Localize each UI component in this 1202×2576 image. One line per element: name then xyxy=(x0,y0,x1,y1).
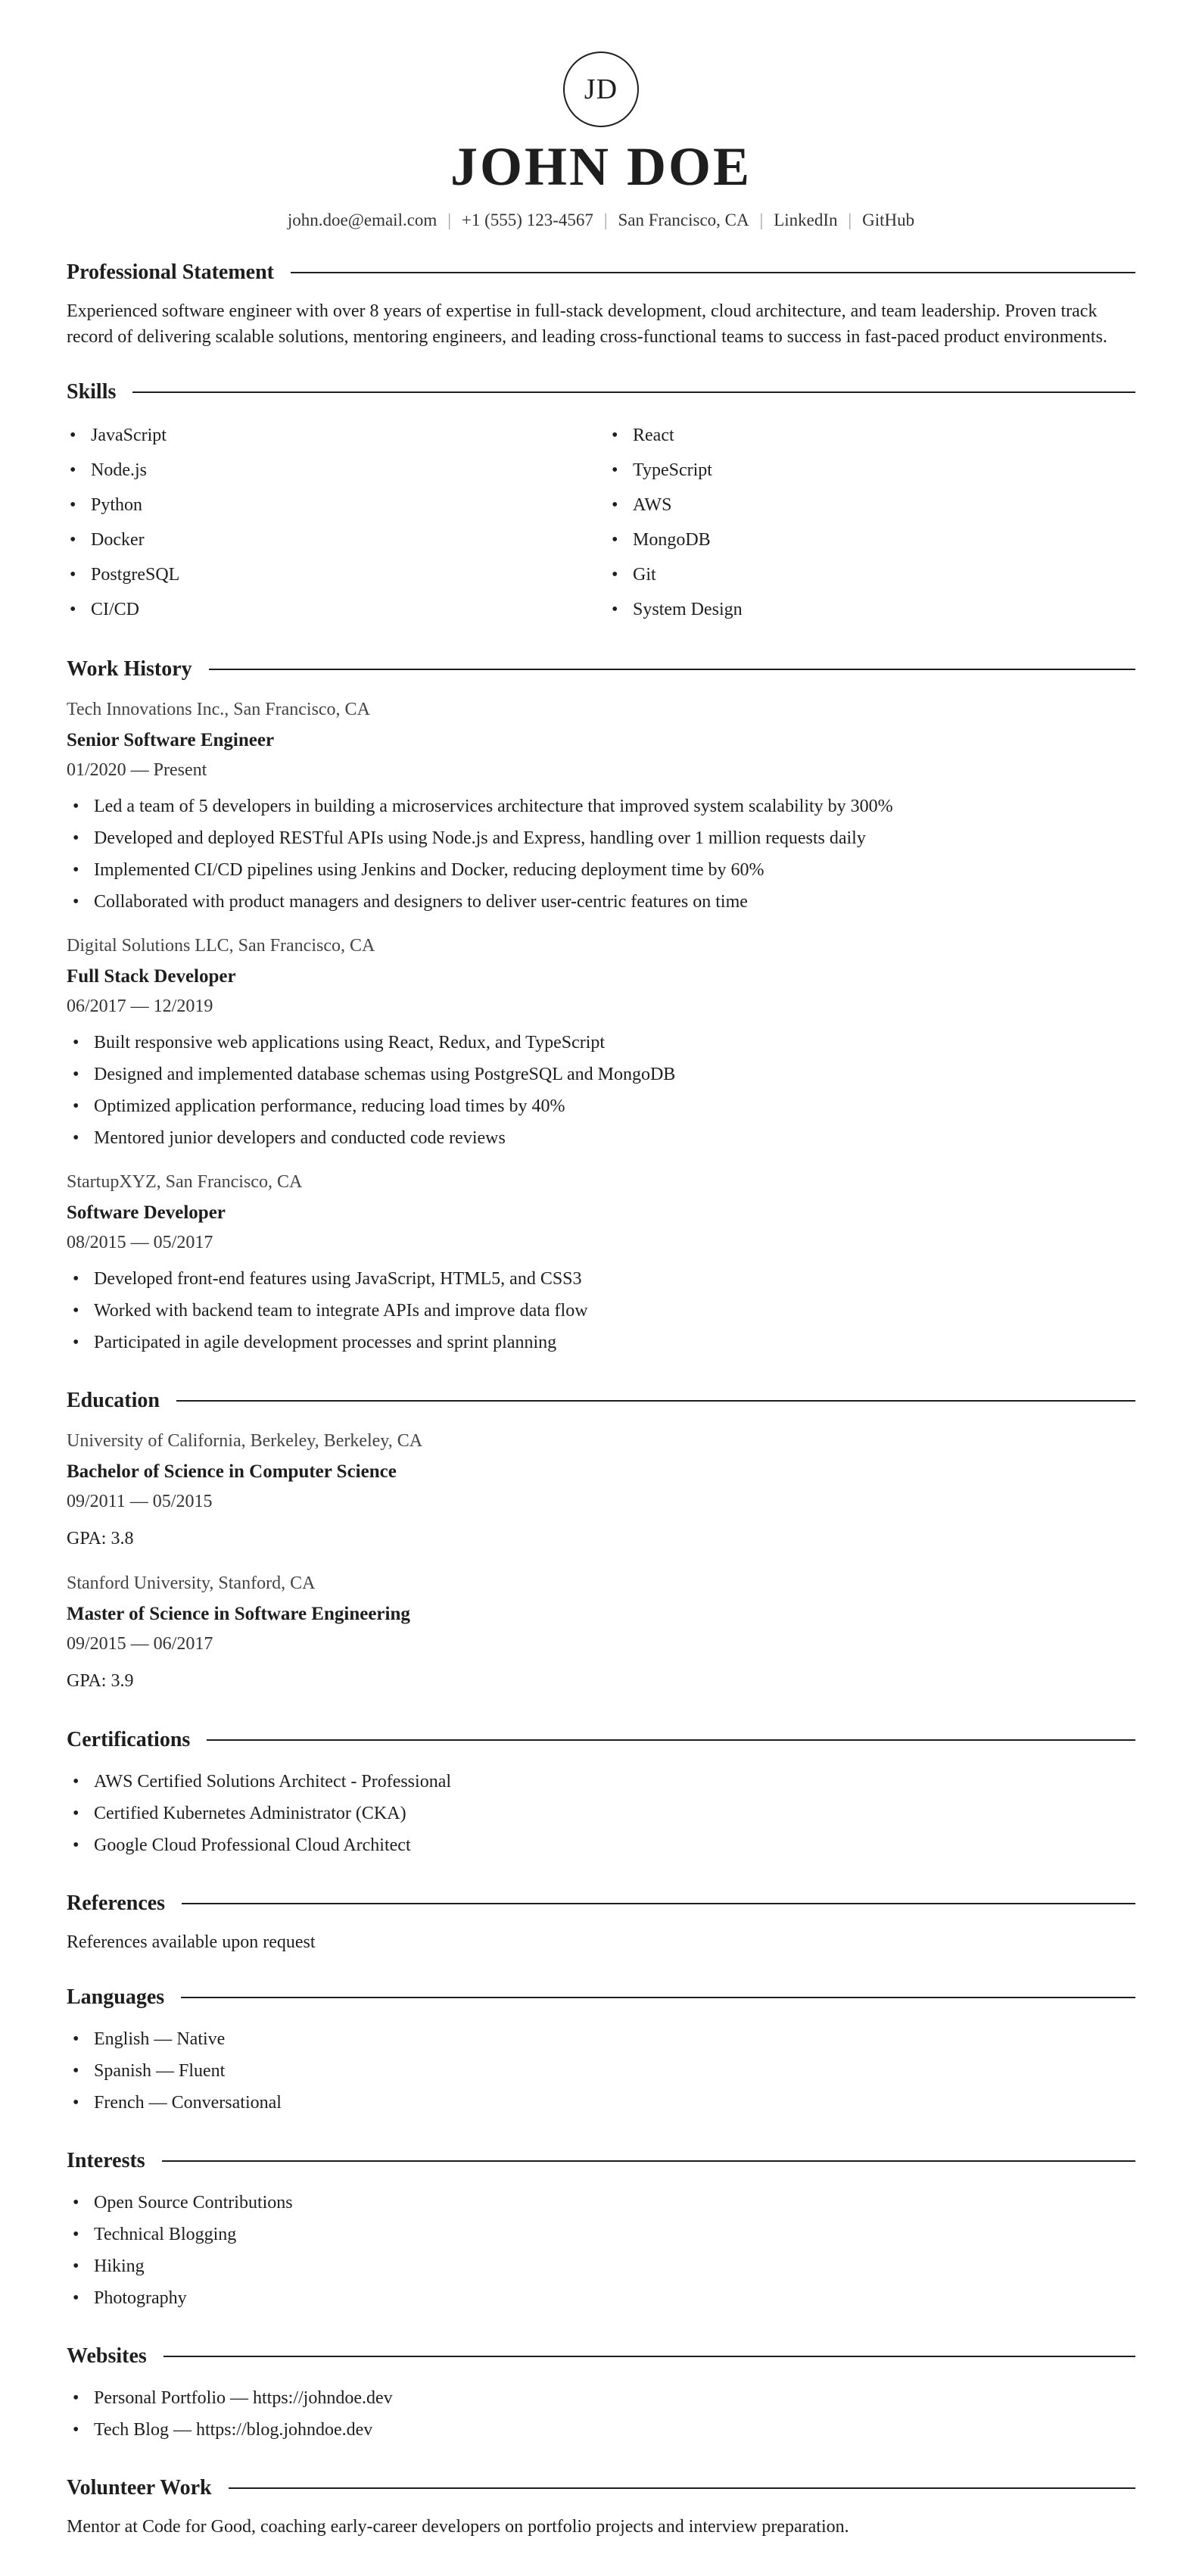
section-divider xyxy=(182,1903,1135,1904)
volunteer-text: Mentor at Code for Good, coaching early-career developers on portfolio projects and interview preparation. xyxy=(67,2517,849,2537)
skill-item: • MongoDB xyxy=(609,522,1135,557)
section-languages xyxy=(67,1985,1135,2119)
job-dates: 01/2020 — Present xyxy=(67,760,207,780)
language-item: • French — Conversational xyxy=(67,2087,1135,2119)
contact-separator: | xyxy=(848,211,852,229)
skill-item: • JavaScript xyxy=(67,418,593,453)
section-title: Languages xyxy=(67,1985,165,2009)
section-header xyxy=(67,1728,1135,1752)
resume-header xyxy=(67,0,1135,230)
website-link[interactable]: • Tech Blog — https://blog.johndoe.dev xyxy=(67,2414,1135,2446)
references-text: References available upon request xyxy=(67,1932,316,1952)
languages-list xyxy=(67,2023,1135,2119)
achievement-item: • Developed and deployed RESTful APIs using Node.js and Express, handling over 1 million requests daily xyxy=(67,822,1135,854)
section-volunteer xyxy=(67,2476,1135,2540)
website-link[interactable]: • Personal Portfolio — https://johndoe.dev xyxy=(67,2382,1135,2414)
achievement-item: • Designed and implemented database schemas using PostgreSQL and MongoDB xyxy=(67,1059,1135,1090)
section-header xyxy=(67,380,1135,404)
certifications-list xyxy=(67,1766,1135,1861)
section-skills xyxy=(67,380,1135,627)
section-header xyxy=(67,657,1135,681)
skill-item: • CI/CD xyxy=(67,592,593,627)
achievement-item: • Collaborated with product managers and designers to deliver user-centric features on time xyxy=(67,886,1135,918)
section-header xyxy=(67,1389,1135,1413)
work-entry xyxy=(67,1168,1135,1358)
avatar xyxy=(563,51,639,127)
section-title: Professional Statement xyxy=(67,260,274,284)
education-dates: 09/2011 — 05/2015 xyxy=(67,1492,213,1511)
contact-github-link[interactable]: GitHub xyxy=(862,211,915,229)
section-title: Websites xyxy=(67,2344,147,2368)
gpa: GPA: 3.9 xyxy=(67,1671,134,1691)
work-entry xyxy=(67,931,1135,1154)
skill-item: • TypeScript xyxy=(609,453,1135,488)
skill-item: • React xyxy=(609,418,1135,453)
section-education xyxy=(67,1389,1135,1698)
school: Stanford University, Stanford, CA xyxy=(67,1573,316,1593)
contact-location: San Francisco, CA xyxy=(618,211,749,229)
education-dates: 09/2015 — 06/2017 xyxy=(67,1634,213,1654)
section-websites xyxy=(67,2344,1135,2446)
section-header xyxy=(67,2149,1135,2173)
job-title: Full Stack Developer xyxy=(67,966,236,987)
contact-separator: | xyxy=(759,211,764,229)
interest-item: • Photography xyxy=(67,2282,1135,2314)
skill-item: • Node.js xyxy=(67,453,593,488)
job-achievements xyxy=(67,791,1135,918)
achievement-item: • Built responsive web applications using React, Redux, and TypeScript xyxy=(67,1027,1135,1059)
work-entry xyxy=(67,695,1135,918)
job-achievements xyxy=(67,1263,1135,1358)
job-achievements xyxy=(67,1027,1135,1154)
section-divider xyxy=(162,2160,1135,2162)
interest-item: • Technical Blogging xyxy=(67,2219,1135,2250)
statement-text: Experienced software engineer with over 8 years of expertise in full-stack development, cloud architecture, and team leadership. Proven track record of delivering scalable solutions, mentoring engineers, and leading cross-functional teams to success in fast-paced product environments. xyxy=(67,301,1107,347)
achievement-item: • Developed front-end features using JavaScript, HTML5, and CSS3 xyxy=(67,1263,1135,1295)
degree: Bachelor of Science in Computer Science xyxy=(67,1461,397,1482)
education-entry xyxy=(67,1427,1135,1555)
section-divider xyxy=(209,669,1135,670)
job-title: Senior Software Engineer xyxy=(67,730,275,750)
section-title: Interests xyxy=(67,2149,145,2172)
skill-item: • Git xyxy=(609,557,1135,592)
section-title: Skills xyxy=(67,380,117,404)
section-header xyxy=(67,1985,1135,2010)
section-header xyxy=(67,1891,1135,1916)
achievement-item: • Led a team of 5 developers in building a microservices architecture that improved system scalability by 300% xyxy=(67,791,1135,822)
section-header xyxy=(67,2476,1135,2500)
skill-item: • PostgreSQL xyxy=(67,557,593,592)
section-statement xyxy=(67,260,1135,350)
gpa: GPA: 3.8 xyxy=(67,1529,134,1548)
section-divider xyxy=(229,2487,1135,2489)
section-header xyxy=(67,260,1135,285)
avatar-initials: JD xyxy=(584,73,618,105)
job-dates: 06/2017 — 12/2019 xyxy=(67,996,213,1016)
skill-item: • Docker xyxy=(67,522,593,557)
contact-phone: +1 (555) 123-4567 xyxy=(461,211,593,229)
skills-list xyxy=(67,418,1135,627)
section-divider xyxy=(132,391,1135,393)
language-item: • Spanish — Fluent xyxy=(67,2055,1135,2087)
section-divider xyxy=(181,1997,1135,1998)
degree: Master of Science in Software Engineering xyxy=(67,1604,410,1624)
section-work-history xyxy=(67,657,1135,1358)
contact-email: john.doe@email.com xyxy=(287,211,438,229)
employer: Digital Solutions LLC, San Francisco, CA xyxy=(67,936,375,956)
certification-item: • Certified Kubernetes Administrator (CKA) xyxy=(67,1798,1135,1829)
school: University of California, Berkeley, Berkeley, CA xyxy=(67,1431,423,1451)
section-header xyxy=(67,2344,1135,2369)
achievement-item: • Participated in agile development processes and sprint planning xyxy=(67,1327,1135,1358)
section-interests xyxy=(67,2149,1135,2314)
skill-item: • Python xyxy=(67,488,593,522)
achievement-item: • Worked with backend team to integrate APIs and improve data flow xyxy=(67,1295,1135,1327)
employer: StartupXYZ, San Francisco, CA xyxy=(67,1172,303,1192)
skill-item: • AWS xyxy=(609,488,1135,522)
section-divider xyxy=(176,1400,1135,1402)
certification-item: • AWS Certified Solutions Architect - Professional xyxy=(67,1766,1135,1798)
section-title: References xyxy=(67,1891,166,1915)
interest-item: • Hiking xyxy=(67,2250,1135,2282)
candidate-name: JOHN DOE xyxy=(450,136,752,197)
job-title: Software Developer xyxy=(67,1202,226,1223)
websites-list xyxy=(67,2382,1135,2446)
contact-linkedin-link[interactable]: LinkedIn xyxy=(774,211,838,229)
interest-item: • Open Source Contributions xyxy=(67,2187,1135,2219)
section-certifications xyxy=(67,1728,1135,1861)
section-divider xyxy=(291,272,1135,273)
contact-separator: | xyxy=(447,211,451,229)
achievement-item: • Optimized application performance, reducing load times by 40% xyxy=(67,1090,1135,1122)
achievement-item: • Mentored junior developers and conducted code reviews xyxy=(67,1122,1135,1154)
contact-separator: | xyxy=(603,211,608,229)
section-title: Education xyxy=(67,1389,160,1412)
contact-line xyxy=(67,211,1135,230)
section-divider xyxy=(207,1739,1135,1741)
section-references xyxy=(67,1891,1135,1955)
certification-item: • Google Cloud Professional Cloud Architect xyxy=(67,1829,1135,1861)
education-entry xyxy=(67,1569,1135,1698)
section-title: Volunteer Work xyxy=(67,2476,212,2500)
interests-list xyxy=(67,2187,1135,2314)
language-item: • English — Native xyxy=(67,2023,1135,2055)
employer: Tech Innovations Inc., San Francisco, CA xyxy=(67,700,370,719)
skill-item: • System Design xyxy=(609,592,1135,627)
section-divider xyxy=(163,2356,1135,2357)
section-title: Certifications xyxy=(67,1728,191,1751)
achievement-item: • Implemented CI/CD pipelines using Jenkins and Docker, reducing deployment time by 60% xyxy=(67,854,1135,886)
job-dates: 08/2015 — 05/2017 xyxy=(67,1233,213,1252)
section-title: Work History xyxy=(67,657,192,681)
